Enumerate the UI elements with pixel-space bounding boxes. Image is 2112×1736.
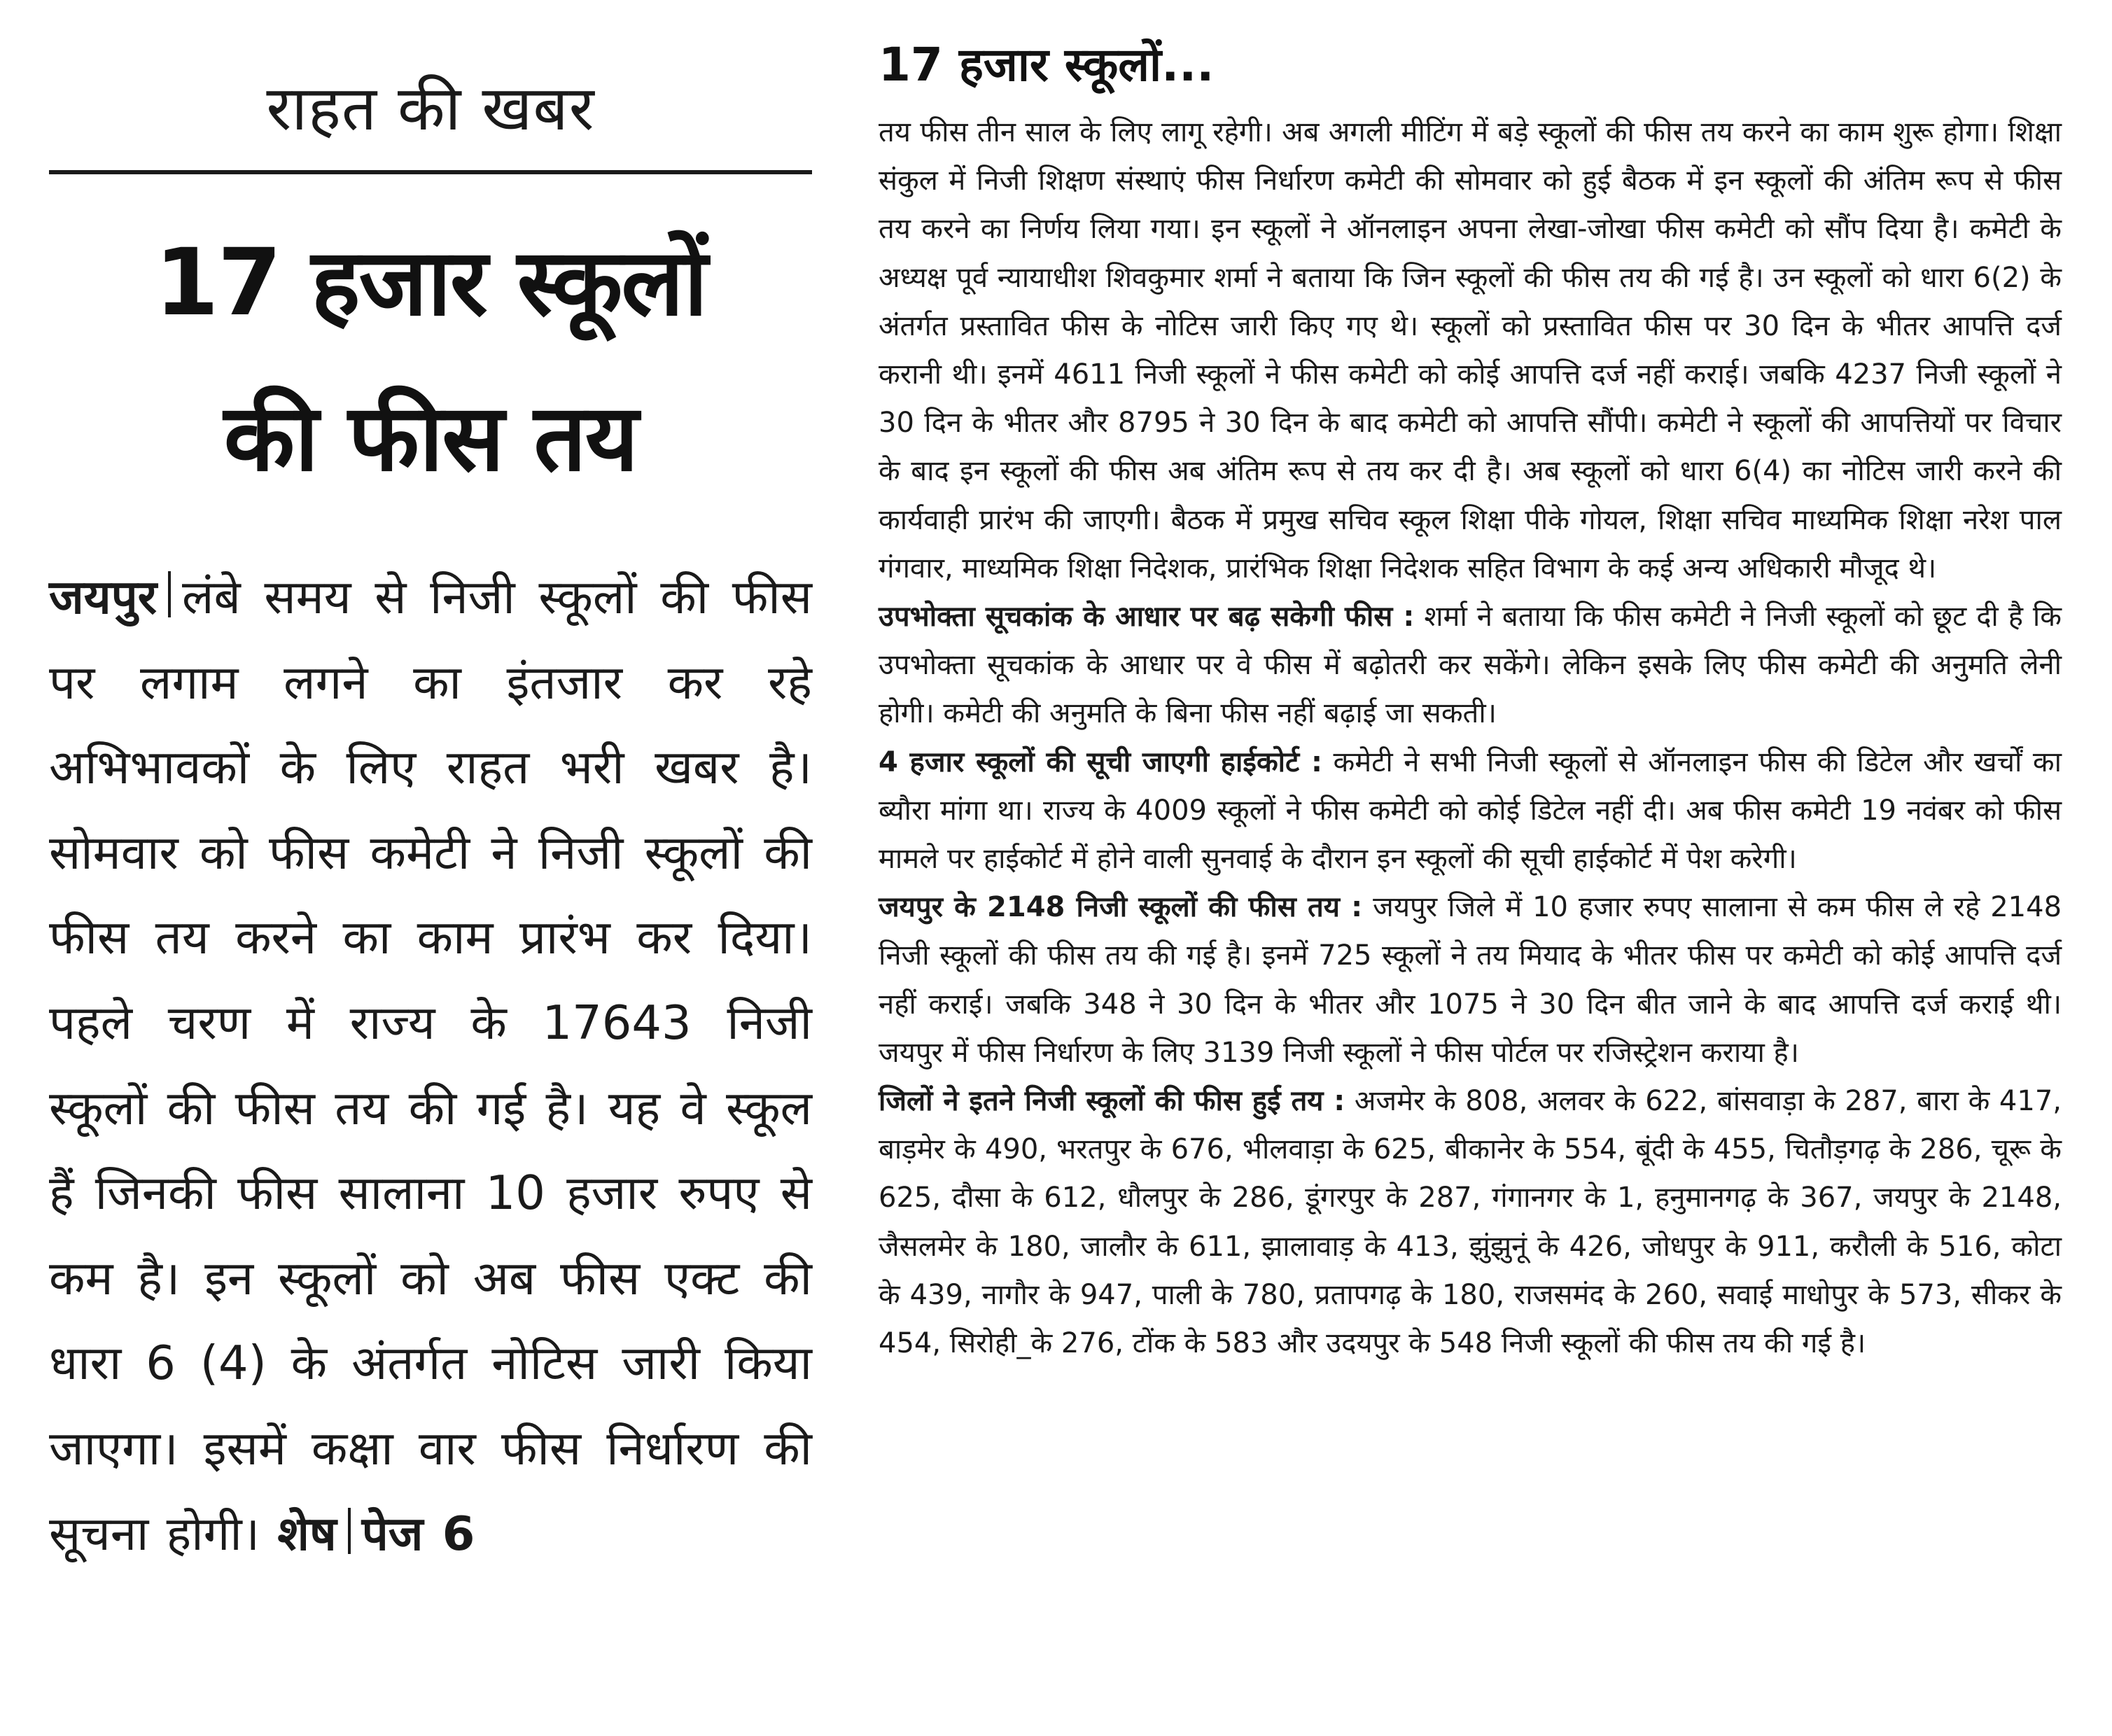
headline-line-2: की फीस तय	[223, 384, 638, 492]
section-text: कमेटी ने सभी निजी स्कूलों से ऑनलाइन फीस की डिटेल और खर्चों का ब्यौरा मांगा था। राज्य के 4009 स्कूलों ने फीस कमेटी को कोई डिटेल नहीं दी। अब फीस कमेटी 19 नवंबर को फीस मामले पर हाईकोर्ट में होने वाली सुनवाई के दौरान इन स्कूलों की सूची हाईकोर्ट में पेश करेगी।	[879, 746, 2062, 876]
headline	[49, 205, 812, 516]
lead-paragraph	[49, 555, 812, 1576]
section-subhead: 4 हजार स्कूलों की सूची जाएगी हाईकोर्ट :	[879, 746, 1322, 778]
section-district-list	[879, 1077, 2062, 1368]
section-text: शर्मा ने बताया कि फीस कमेटी ने निजी स्कूलों को छूट दी है कि उपभोक्ता सूचकांक के आधार पर वे फीस में बढ़ोतरी कर सकेंगे। लेकिन इसके लिए फीस कमेटी की अनुमति लेनी होगी। कमेटी की अनुमति के बिना फीस नहीं बढ़ाई जा सकती।	[879, 601, 2062, 730]
headline-line-1: 17 हजार स्कूलों	[154, 229, 707, 337]
dateline-separator	[168, 571, 171, 617]
continued-label: शेष	[277, 1506, 337, 1561]
kicker-divider	[49, 170, 812, 174]
section-text: जयपुर जिले में 10 हजार रुपए सालाना से कम फीस ले रहे 2148 निजी स्कूलों की फीस तय की गई है। इनमें 725 स्कूलों ने तय मियाद के भीतर फीस पर कमेटी को कोई आपत्ति दर्ज नहीं कराई। जबकि 348 ने 30 दिन के भीतर और 1075 ने 30 दिन बीत जाने के बाद आपत्ति दर्ज कराई थी। जयपुर में फीस निर्धारण के लिए 3139 निजी स्कूलों ने फीस पोर्टल पर रजिस्ट्रेशन कराया है।	[879, 891, 2062, 1069]
section-subhead: उपभोक्ता सूचकांक के आधार पर बढ़ सकेगी फीस :	[879, 601, 1415, 634]
kicker: राहत की खबर	[266, 72, 595, 144]
section-subhead: जिलों ने इतने निजी स्कूलों की फीस हुई तय :	[879, 1085, 1345, 1118]
continuation-heading: 17 हजार स्कूलों...	[879, 38, 1215, 92]
section-text: अजमेर के 808, अलवर के 622, बांसवाड़ा के 287, बारा के 417, बाड़मेर के 490, भरतपुर के 676, भीलवाड़ा के 625, बीकानेर के 554, बूंदी के 455, चितौड़गढ़ के 286, चूरू के 625, दौसा के 612, धौलपुर के 286, डूंगरपुर के 287, गंगानगर के 1, हनुमानगढ़ के 367, जयपुर के 2148, जैसलमेर के 180, जालौर के 611, झालावाड़ के 413, झुंझुनूं के 426, जोधपुर के 911, करौली के 516, कोटा के 439, नागौर के 947, पाली के 780, प्रतापगढ़ के 180, राजसमंद के 260, सवाई माधोपुर के 573, सीकर के 454, सिरोही_के 276, टोंक के 583 और उदयपुर के 548 निजी स्कूलों की फीस तय की गई है।	[879, 1085, 2062, 1360]
continuation-story	[879, 31, 2062, 1368]
section-highcourt-list	[879, 738, 2062, 884]
continued-separator	[348, 1508, 351, 1554]
section-jaipur-schools	[879, 883, 2062, 1077]
continuation-body	[879, 108, 2062, 1368]
dateline: जयपुर	[49, 570, 158, 624]
main-story	[49, 66, 812, 1576]
section-cpi-fee	[879, 593, 2062, 738]
continuation-intro: तय फीस तीन साल के लिए लागू रहेगी। अब अगली मीटिंग में बड़े स्कूलों की फीस तय करने का काम शुरू होगा। शिक्षा संकुल में निजी शिक्षण संस्थाएं फीस निर्धारण कमेटी की सोमवार को हुई बैठक में इन स्कूलों की अंतिम रूप से फीस तय करने का निर्णय लिया गया। इन स्कूलों ने ऑनलाइन अपना लेखा-जोखा फीस कमेटी को सौंप दिया है। कमेटी के अध्यक्ष पूर्व न्यायाधीश शिवकुमार शर्मा ने बताया कि जिन स्कूलों की फीस तय की गई है। उन स्कूलों को धारा 6(2) के अंतर्गत प्रस्तावित फीस के नोटिस जारी किए गए थे। स्कूलों को प्रस्तावित फीस पर 30 दिन के भीतर आपत्ति दर्ज करानी थी। इनमें 4611 निजी स्कूलों ने फीस कमेटी को कोई आपत्ति दर्ज नहीं कराई। जबकि 4237 निजी स्कूलों ने 30 दिन के भीतर और 8795 ने 30 दिन के बाद कमेटी को आपत्ति सौंपी। कमेटी ने स्कूलों की आपत्तियों पर विचार के बाद इन स्कूलों की फीस अब अंतिम रूप से तय कर दी है। अब स्कूलों को धारा 6(4) का नोटिस जारी करने की कार्यवाही प्रारंभ की जाएगी। बैठक में प्रमुख सचिव स्कूल शिक्षा पीके गोयल, शिक्षा सचिव माध्यमिक शिक्षा नरेश पाल गंगवार, माध्यमिक शिक्षा निदेशक, प्रारंभिक शिक्षा निदेशक सहित विभाग के कई अन्य अधिकारी मौजूद थे।	[879, 116, 2062, 584]
section-subhead: जयपुर के 2148 निजी स्कूलों की फीस तय :	[879, 891, 1363, 924]
continued-page: पेज 6	[361, 1506, 475, 1561]
lead-text: लंबे समय से निजी स्कूलों की फीस पर लगाम लगने का इंतजार कर रहे अभिभावकों के लिए राहत भरी खबर है। सोमवार को फीस कमेटी ने निजी स्कूलों की फीस तय करने का काम प्रारंभ कर दिया। पहले चरण में राज्य के 17643 निजी स्कूलों की फीस तय की गई है। यह वे स्कूल हैं जिनकी फीस सालाना 10 हजार रुपए से कम है। इन स्कूलों को अब फीस एक्ट की धारा 6 (4) के अंतर्गत नोटिस जारी किया जाएगा। इसमें कक्षा वार फीस निर्धारण की सूचना होगी।	[49, 570, 812, 1561]
